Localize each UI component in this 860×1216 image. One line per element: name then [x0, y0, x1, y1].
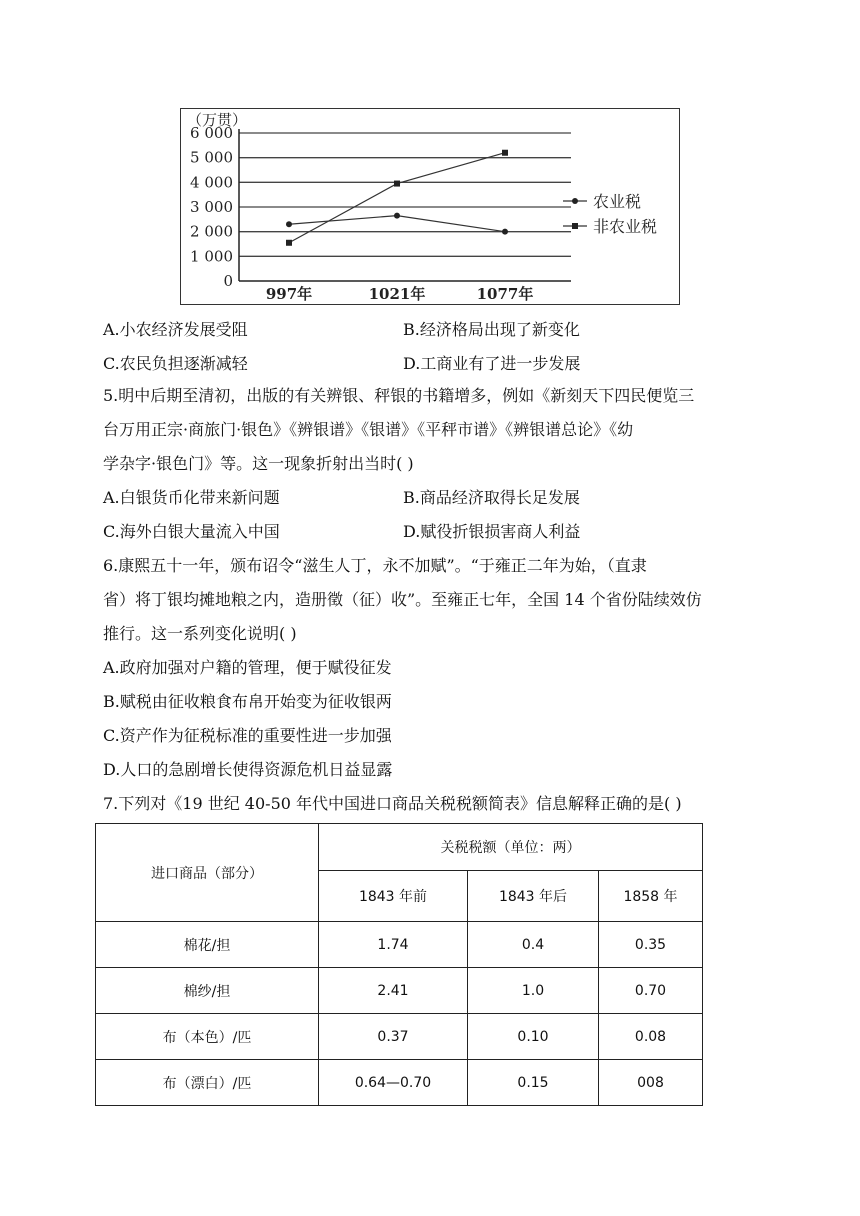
y-tick-label: 1 000	[190, 247, 233, 266]
q5-option-a: A.白银货币化带来新问题	[103, 488, 280, 507]
y-tick-label: 2 000	[190, 222, 233, 241]
q5-option-b: B.商品经济取得长足发展	[403, 488, 580, 507]
data-point	[394, 181, 400, 187]
q6-option-d: D.人口的急剧增长使得资源危机日益显露	[103, 760, 393, 779]
table-header-row	[96, 824, 703, 871]
x-tick-label: 997年	[265, 285, 313, 303]
value-cell: 1.74	[319, 922, 468, 968]
value-cell: 008	[599, 1060, 703, 1106]
q6-stem-line-2: 省）将丁银均摊地粮之内，造册徵（征）收”。至雍正七年，全国 14 个省份陆续效仿	[103, 590, 702, 609]
value-cell: 2.41	[319, 968, 468, 1014]
data-point	[286, 221, 292, 227]
q6-stem-line-3: 推行。这一系列变化说明( )	[103, 624, 297, 643]
table-row	[96, 1014, 703, 1060]
data-point	[502, 229, 508, 235]
item-cell: 布（本色）/匹	[96, 1014, 319, 1060]
tariff-table	[95, 823, 703, 1106]
column-header: 1843 年后	[468, 871, 599, 922]
q5-option-c: C.海外白银大量流入中国	[103, 522, 280, 541]
column-header: 1843 年前	[319, 871, 468, 922]
item-cell: 布（漂白）/匹	[96, 1060, 319, 1106]
value-cell: 0.64—0.70	[319, 1060, 468, 1106]
q4-option-a: A.小农经济发展受阻	[103, 320, 248, 339]
data-point	[286, 240, 292, 246]
y-tick-label: 3 000	[190, 198, 233, 216]
q6-option-b: B.赋税由征收粮食布帛开始变为征收银两	[103, 692, 392, 711]
q4-option-c: C.农民负担逐渐减轻	[103, 354, 248, 373]
value-cell: 0.08	[599, 1014, 703, 1060]
value-cell: 1.0	[468, 968, 599, 1014]
q6-option-a: A.政府加强对户籍的管理，便于赋役征发	[103, 658, 392, 677]
item-cell: 棉纱/担	[96, 968, 319, 1014]
y-tick-label: 0	[223, 272, 233, 290]
chart-unit-label: （万贯）	[187, 111, 248, 129]
row-header-cell: 进口商品（部分）	[96, 824, 319, 922]
q5-stem-line-1: 5.明中后期至清初，出版的有关辨银、秤银的书籍增多，例如《新刻天下四民便览三	[103, 386, 695, 405]
value-cell: 0.35	[599, 922, 703, 968]
y-tick-label: 6 000	[190, 124, 233, 142]
table-row	[96, 968, 703, 1014]
q5-stem-line-2: 台万用正宗·商旅门·银色》《辨银谱》《银谱》《平秤市谱》《辨银谱总论》《幼	[103, 420, 634, 439]
group-header-cell: 关税税额（单位：两）	[319, 824, 703, 871]
series-line-2	[289, 153, 505, 243]
q5-stem-line-3: 学杂字·银色门》等。这一现象折射出当时( )	[103, 454, 414, 473]
column-header: 1858 年	[599, 871, 703, 922]
item-cell: 棉花/担	[96, 922, 319, 968]
table-row	[96, 922, 703, 968]
q7-stem: 7.下列对《19 世纪 40-50 年代中国进口商品关税税额简表》信息解释正确的是( )	[103, 794, 682, 813]
value-cell: 0.10	[468, 1014, 599, 1060]
legend-label: 非农业税	[593, 217, 658, 236]
legend-marker	[572, 198, 578, 204]
value-cell: 0.37	[319, 1014, 468, 1060]
tax-line-chart	[180, 108, 680, 305]
q6-option-c: C.资产作为征税标准的重要性进一步加强	[103, 726, 392, 745]
x-tick-label: 1077年	[476, 285, 534, 303]
value-cell: 0.70	[599, 968, 703, 1014]
data-point	[394, 213, 400, 219]
q5-option-d: D.赋役折银损害商人利益	[403, 522, 581, 541]
value-cell: 0.4	[468, 922, 599, 968]
q6-stem-line-1: 6.康熙五十一年，颁布诏令“滋生人丁，永不加赋”。“于雍正二年为始，（直隶	[103, 556, 647, 575]
y-tick-label: 4 000	[190, 173, 233, 192]
x-tick-label: 1021年	[368, 285, 426, 303]
q4-option-b: B.经济格局出现了新变化	[403, 320, 580, 339]
q4-option-d: D.工商业有了进一步发展	[403, 354, 581, 373]
data-point	[502, 150, 508, 156]
table-row	[96, 1060, 703, 1106]
value-cell: 0.15	[468, 1060, 599, 1106]
legend-marker	[572, 223, 578, 229]
y-tick-label: 5 000	[190, 148, 233, 167]
chart-canvas	[181, 109, 681, 306]
legend-label: 农业税	[593, 192, 642, 211]
